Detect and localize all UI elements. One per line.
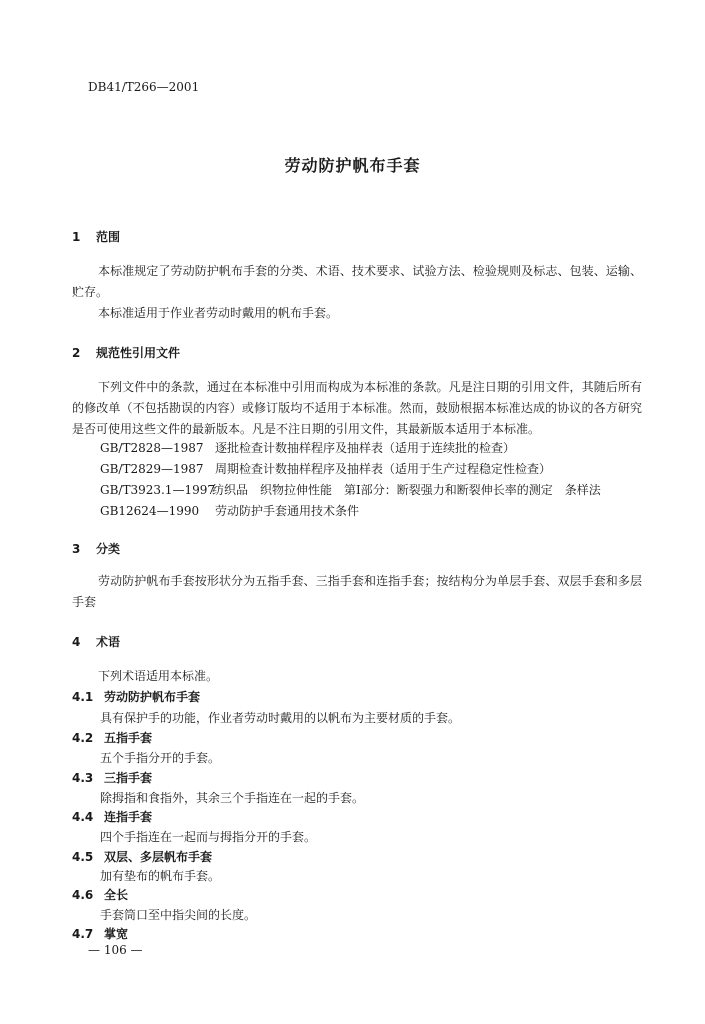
- section-number: 1: [72, 230, 81, 244]
- section-4-intro: 下列术语适用本标准。: [98, 669, 219, 683]
- section-4-heading: [72, 633, 120, 650]
- section-number: 2: [72, 346, 81, 360]
- term-definition: 五个手指分开的手套。: [100, 751, 221, 765]
- term-name: 掌宽: [104, 927, 129, 941]
- reference-title: 纺织品 织物拉伸性能 第Ⅰ部分：断裂强力和断裂伸长率的测定 条样法: [212, 483, 601, 497]
- term-definition: 四个手指连在一起而与拇指分开的手套。: [100, 830, 317, 844]
- term-definition: 手套筒口至中指尖间的长度。: [100, 908, 257, 922]
- reference-row: [100, 502, 359, 519]
- term-name: 双层、多层帆布手套: [104, 850, 213, 864]
- reference-code: GB/T2828—1987: [100, 441, 204, 455]
- section-2-paragraph: 下列文件中的条款，通过在本标准中引用而构成为本标准的条款。凡是注日期的引用文件，其随后所有的修改单（不包括勘误的内容）或修订版均不适用于本标准。然而，鼓励根据本标准达成的协议的各方研究是否可使用这些文件的最新版本。凡是不注日期的引用文件，其最新版本适用于本标准。: [72, 380, 642, 436]
- reference-row: [100, 439, 515, 456]
- standard-code: DB41/T266—2001: [88, 80, 200, 94]
- page-number: — 106 —: [88, 943, 143, 957]
- term-name: 劳动防护帆布手套: [104, 690, 201, 704]
- term-name: 全长: [104, 888, 129, 902]
- document-title: 劳动防护帆布手套: [284, 156, 421, 175]
- section-3-heading: [72, 540, 120, 557]
- term-number: 4.7: [72, 927, 94, 941]
- term-heading: [72, 848, 212, 865]
- term-name: 连指手套: [104, 810, 153, 824]
- section-number: 3: [72, 542, 81, 556]
- term-number: 4.4: [72, 810, 94, 824]
- reference-code: GB12624—1990: [100, 504, 200, 518]
- reference-row: [100, 460, 551, 477]
- term-definition: 具有保护手的功能，作业者劳动时戴用的以帆布为主要材质的手套。: [100, 711, 461, 725]
- term-heading: [72, 925, 128, 942]
- section-number: 4: [72, 635, 81, 649]
- term-number: 4.6: [72, 888, 94, 902]
- term-heading: [72, 729, 152, 746]
- term-heading: [72, 769, 152, 786]
- reference-title: 劳动防护手套通用技术条件: [215, 504, 360, 518]
- section-3-paragraph: 劳动防护帆布手套按形状分为五指手套、三指手套和连指手套；按结构分为单层手套、双层手套和多层手套: [72, 574, 642, 609]
- section-title: 范围: [96, 230, 121, 244]
- section-title: 术语: [96, 635, 121, 649]
- term-name: 三指手套: [104, 771, 153, 785]
- term-heading: [72, 808, 152, 825]
- reference-code: GB/T2829—1987: [100, 462, 204, 476]
- term-definition: 除拇指和食指外，其余三个手指连在一起的手套。: [100, 791, 365, 805]
- section-1-heading: [72, 228, 120, 245]
- reference-code: GB/T3923.1—1997: [100, 483, 215, 497]
- term-name: 五指手套: [104, 731, 153, 745]
- term-heading: [72, 886, 128, 903]
- term-definition: 加有垫布的帆布手套。: [100, 869, 221, 883]
- reference-title: 周期检查计数抽样程序及抽样表（适用于生产过程稳定性检查）: [215, 462, 552, 476]
- term-number: 4.2: [72, 731, 94, 745]
- reference-row: [100, 481, 601, 498]
- term-heading: [72, 688, 200, 705]
- term-number: 4.3: [72, 771, 94, 785]
- reference-title: 逐批检查计数抽样程序及抽样表（适用于连续批的检查）: [215, 441, 516, 455]
- term-number: 4.5: [72, 850, 94, 864]
- term-number: 4.1: [72, 690, 94, 704]
- section-1-paragraph-2: 本标准适用于作业者劳动时戴用的帆布手套。: [98, 306, 339, 320]
- section-2-heading: [72, 344, 180, 361]
- section-1-paragraph-1: 本标准规定了劳动防护帆布手套的分类、术语、技术要求、试验方法、检验规则及标志、包装、运输、贮存。: [72, 264, 642, 299]
- section-title: 分类: [96, 542, 121, 556]
- section-title: 规范性引用文件: [96, 346, 181, 360]
